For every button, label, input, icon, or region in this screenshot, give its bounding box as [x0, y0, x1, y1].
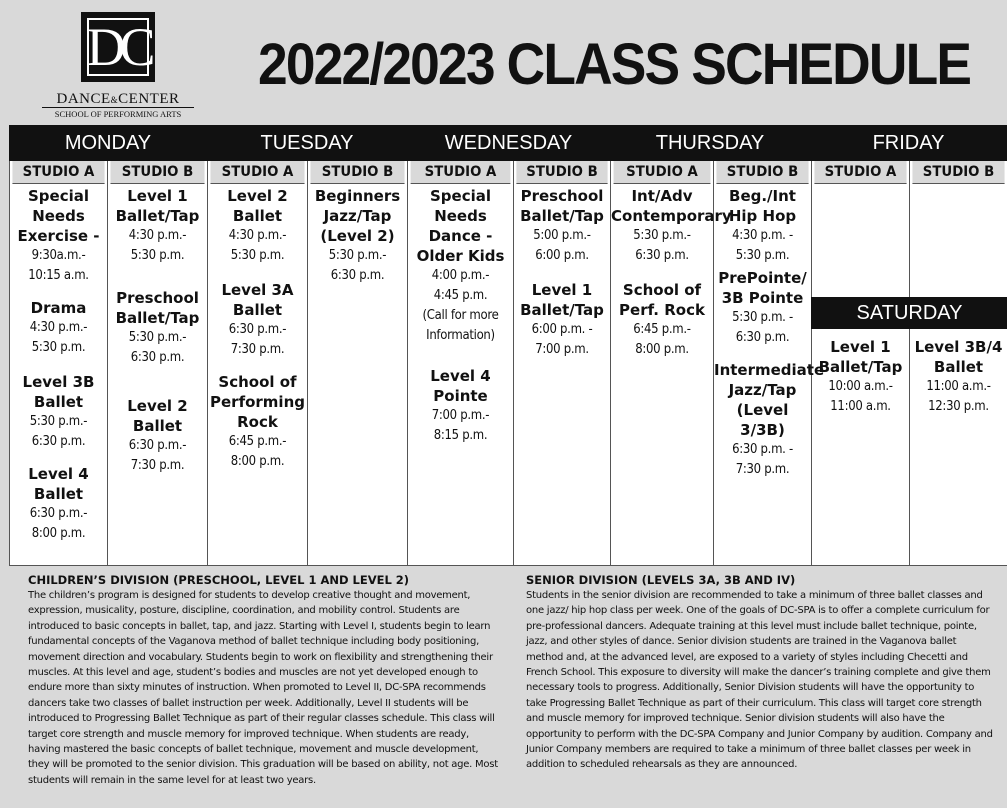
- class-time: 5:30 p.m. -: [732, 310, 793, 325]
- class-name: Beg./Int: [729, 187, 796, 205]
- class-name: Performing: [210, 393, 305, 411]
- class-entry: [714, 186, 811, 266]
- class-time: 6:45 p.m.-: [228, 434, 287, 449]
- class-entry: [514, 186, 610, 266]
- class-entry: [10, 372, 107, 452]
- class-time: 4:00 p.m.-: [431, 268, 490, 283]
- class-name: Ballet: [132, 417, 183, 435]
- column-9: [812, 161, 910, 566]
- column-classes: [408, 186, 513, 446]
- column-8: [714, 161, 825, 566]
- column-classes: [812, 337, 909, 417]
- logo-name-dance: DANCE: [56, 91, 111, 107]
- class-name: Level 2: [227, 187, 288, 205]
- day-friday: FRIDAY: [872, 132, 945, 154]
- column-4: [308, 161, 408, 566]
- class-name: Ballet: [232, 207, 283, 225]
- class-time: 6:30 p.m.: [330, 268, 385, 283]
- class-time: 6:00 p.m. -: [531, 322, 593, 337]
- studio-header: STUDIO A: [614, 161, 711, 184]
- class-time: 5:30 p.m.: [735, 248, 790, 263]
- class-time: 5:00 p.m.-: [533, 228, 591, 243]
- class-name: Level 3B/4: [914, 338, 1003, 356]
- class-time: 11:00 a.m.-: [926, 379, 991, 394]
- column-classes: [108, 186, 207, 476]
- class-name: Preschool: [116, 289, 199, 307]
- class-name: Level 4: [430, 367, 491, 385]
- class-entry: [408, 366, 513, 446]
- day-monday: MONDAY: [64, 132, 152, 154]
- column-classes: [910, 337, 1007, 417]
- class-name: Level 3B: [22, 373, 95, 391]
- class-name: Special: [429, 187, 491, 205]
- class-name: Ballet/Tap: [115, 309, 200, 327]
- class-name: Drama: [30, 299, 87, 317]
- class-time: 5:30 p.m.-: [328, 248, 387, 263]
- studio-header: STUDIO A: [411, 161, 511, 184]
- studio-header: STUDIO A: [12, 161, 104, 184]
- column-7: [611, 161, 732, 566]
- class-entry: [910, 337, 1007, 417]
- class-name: 3B Pointe: [721, 289, 804, 307]
- class-time: 8:00 p.m.: [230, 454, 285, 469]
- childrens-division-text: The children’s program is designed for students to develop creative thought and movement, expression, musicality, posture, discipline, coordination, and mobility control. Students are introduced to basic concepts in ballet, tap, and jazz. Starting with Level I, students begin to learn fundamental concepts of the Vaganova method of ballet technique including body positioning, movement direction and vocabulary. Students begin to work on flexibility and strengthening their muscles. At this level and age, student’s bodies and muscles are not yet developed enough to endure more than sixty minutes of instruction. When promoted to Level II, DC-SPA recommends dancers take two classes of ballet instruction per week. Additionally, Level II students will be introduced to Progressing Ballet Technique as part of their regular classes schedule. This class will target core strength and muscle memory for improved technique. When students are ready, having mastered the basic concepts of ballet technique, movement and muscle development, they will be promoted to the senior division. This graduation will be based on ability, not age. Most students will remain in the same level for at least two years.: [28, 590, 498, 786]
- class-name: Ballet: [232, 301, 283, 319]
- class-time: 4:45 p.m.: [433, 288, 488, 303]
- class-time: 7:30 p.m.: [735, 462, 790, 477]
- column-classes: [611, 186, 732, 360]
- logo-monogram: DC: [86, 17, 150, 77]
- class-name: Dance -: [428, 227, 493, 245]
- class-name: Ballet/Tap: [818, 358, 903, 376]
- class-time: 6:30 p.m. -: [732, 442, 793, 457]
- class-name: School of: [622, 281, 702, 299]
- class-time: 8:00 p.m.: [31, 526, 86, 541]
- class-entry: [812, 337, 909, 417]
- class-name: Intermediate: [714, 361, 825, 379]
- class-name: Level 1: [531, 281, 593, 299]
- schedule-grid: [9, 161, 1007, 566]
- class-entry: [308, 186, 407, 286]
- class-time: 6:30 p.m.: [635, 248, 689, 263]
- day-wednesday: WEDNESDAY: [444, 132, 573, 154]
- class-name: Int/Adv: [631, 187, 693, 205]
- childrens-division-heading: CHILDREN’S DIVISION (PRESCHOOL, LEVEL 1 AND LEVEL 2): [28, 573, 410, 587]
- class-name: Needs: [434, 207, 487, 225]
- column-3: [208, 161, 308, 566]
- class-name: Pointe: [433, 387, 488, 405]
- studio-header: STUDIO B: [516, 161, 607, 184]
- class-name: Perf. Rock: [619, 301, 705, 319]
- class-name: Jazz/Tap: [728, 381, 797, 399]
- class-time: 5:30 p.m.: [130, 248, 185, 263]
- class-name: Ballet: [933, 358, 984, 376]
- class-time: 7:30 p.m.: [130, 458, 185, 473]
- day-tuesday: TUESDAY: [260, 132, 354, 154]
- class-time: 5:30 p.m.: [230, 248, 285, 263]
- class-name: Preschool: [520, 187, 604, 205]
- class-entry: [10, 464, 107, 544]
- class-time: 5:30 p.m.-: [29, 414, 88, 429]
- class-name: (Level 2): [320, 227, 395, 245]
- class-name: Beginners: [314, 187, 401, 205]
- column-6: [514, 161, 611, 566]
- class-time: 6:30 p.m.-: [228, 322, 287, 337]
- class-name: Exercise -: [17, 227, 100, 245]
- class-time: 5:30 p.m.-: [633, 228, 691, 243]
- dance-center-logo: [38, 10, 198, 122]
- class-time: 6:30 p.m.: [130, 350, 185, 365]
- class-name: Special: [27, 187, 89, 205]
- column-1: [10, 161, 108, 566]
- class-entry: [714, 360, 825, 480]
- studio-header: STUDIO B: [716, 161, 808, 184]
- class-entry: [208, 186, 307, 266]
- class-time: 6:30 p.m.: [31, 434, 86, 449]
- class-name: Jazz/Tap: [323, 207, 392, 225]
- class-time: 7:00 p.m.-: [431, 408, 490, 423]
- logo-subtitle: SCHOOL OF PERFORMING ARTS: [42, 107, 194, 119]
- class-name: Ballet: [33, 485, 84, 503]
- column-2: [108, 161, 208, 566]
- class-time: 4:30 p.m.-: [228, 228, 287, 243]
- class-name: Hip Hop: [728, 207, 797, 225]
- studio-header: STUDIO A: [814, 161, 906, 184]
- studio-header: STUDIO B: [110, 161, 204, 184]
- class-time: 6:30 p.m.: [735, 330, 790, 345]
- class-name: Needs: [32, 207, 85, 225]
- logo-ampersand: &: [110, 95, 119, 105]
- senior-division-section: [526, 572, 996, 773]
- class-name: (Level 3/3B): [736, 401, 789, 439]
- column-5: [408, 161, 514, 566]
- class-entry: [514, 280, 610, 360]
- senior-division-heading: SENIOR DIVISION (LEVELS 3A, 3B AND IV): [526, 573, 796, 587]
- class-time: 6:30 p.m.-: [128, 438, 187, 453]
- class-time: Information): [426, 328, 495, 343]
- class-time: 5:30 p.m.: [31, 340, 86, 355]
- logo-monogram-box: [81, 12, 155, 82]
- class-time: 11:00 a.m.: [830, 399, 891, 414]
- class-time: 10:15 a.m.: [28, 268, 89, 283]
- day-thursday: THURSDAY: [655, 132, 765, 154]
- class-entry: [714, 268, 811, 348]
- class-time: 6:30 p.m.-: [29, 506, 88, 521]
- class-name: School of: [218, 373, 297, 391]
- class-time: 6:00 p.m.: [535, 248, 589, 263]
- class-entry: [10, 298, 107, 358]
- column-classes: [514, 186, 610, 360]
- class-entry: [611, 186, 732, 266]
- class-name: Level 2: [127, 397, 188, 415]
- class-time: 9:30a.m.-: [31, 248, 86, 263]
- column-10: [910, 161, 1007, 566]
- senior-division-text: Students in the senior division are recommended to take a minimum of three ballet classes and one jazz/ hip hop class per week. One of the goals of DC-SPA is to offer a complete curriculum for pre-professional dancers. Adequate training at this level must include ballet technique, pointe, jazz, and other styles of dance. Senior division students are trained in the Vaganova ballet method and, at the advanced level, are exposed to a variety of styles including Checetti and French School. This exposure to diversity will make the dancer’s training complete and give them necessary tools to progress. Additionally, Senior Division students will have the opportunity to take Progressing Ballet Technique as part of their curriculum. This class will target core strength and muscle memory for improved technique. Senior division students will also have the opportunity to perform with the DC-SPA Company and Junior Company by audition. Company and Junior Company members are required to take a minimum of three ballet classes per week in addition to scheduled rehearsals as they are announced.: [526, 590, 993, 771]
- class-name: Level 4: [28, 465, 89, 483]
- class-entry: [108, 288, 207, 368]
- class-time: 7:00 p.m.: [535, 342, 589, 357]
- class-name: Rock: [237, 413, 278, 431]
- day-header-bar: [9, 125, 1007, 161]
- class-name: Ballet: [33, 393, 84, 411]
- class-name: Ballet/Tap: [115, 207, 200, 225]
- logo-name: [38, 92, 198, 107]
- class-entry: [10, 186, 107, 286]
- class-entry: [108, 396, 207, 476]
- studio-header: STUDIO B: [310, 161, 404, 184]
- class-name: Level 1: [127, 187, 188, 205]
- column-classes: [308, 186, 407, 286]
- class-time: 10:00 a.m.-: [828, 379, 893, 394]
- class-time: 8:15 p.m.: [433, 428, 488, 443]
- class-name: Older Kids: [416, 247, 505, 265]
- class-name: Ballet/Tap: [520, 207, 604, 225]
- class-time: 6:45 p.m.-: [633, 322, 691, 337]
- logo-name-center: CENTER: [118, 91, 180, 107]
- class-time: 4:30 p.m.-: [29, 320, 88, 335]
- class-entry: [108, 186, 207, 266]
- childrens-division-section: [28, 572, 498, 788]
- class-time: 5:30 p.m.-: [128, 330, 187, 345]
- class-name: Ballet/Tap: [520, 301, 604, 319]
- class-name: Contemporary: [611, 207, 732, 225]
- day-saturday: SATURDAY: [811, 297, 1007, 329]
- studio-header: STUDIO B: [912, 161, 1004, 184]
- class-name: Level 3A: [221, 281, 294, 299]
- class-time: (Call for more: [422, 308, 499, 323]
- studio-header: STUDIO A: [210, 161, 304, 184]
- class-entry: [611, 280, 713, 360]
- column-classes: [208, 186, 307, 472]
- class-entry: [408, 186, 513, 346]
- class-entry: [208, 280, 307, 360]
- column-classes: [10, 186, 107, 544]
- class-name: Level 1: [830, 338, 891, 356]
- class-name: PrePointe/: [718, 269, 807, 287]
- class-time: 8:00 p.m.: [635, 342, 689, 357]
- column-classes: [714, 186, 825, 480]
- class-time: 7:30 p.m.: [230, 342, 285, 357]
- class-time: 4:30 p.m. -: [732, 228, 793, 243]
- class-time: 12:30 p.m.: [928, 399, 989, 414]
- class-time: 4:30 p.m.-: [128, 228, 187, 243]
- page-title: 2022/2023 CLASS SCHEDULE: [258, 32, 971, 97]
- class-entry: [208, 372, 307, 472]
